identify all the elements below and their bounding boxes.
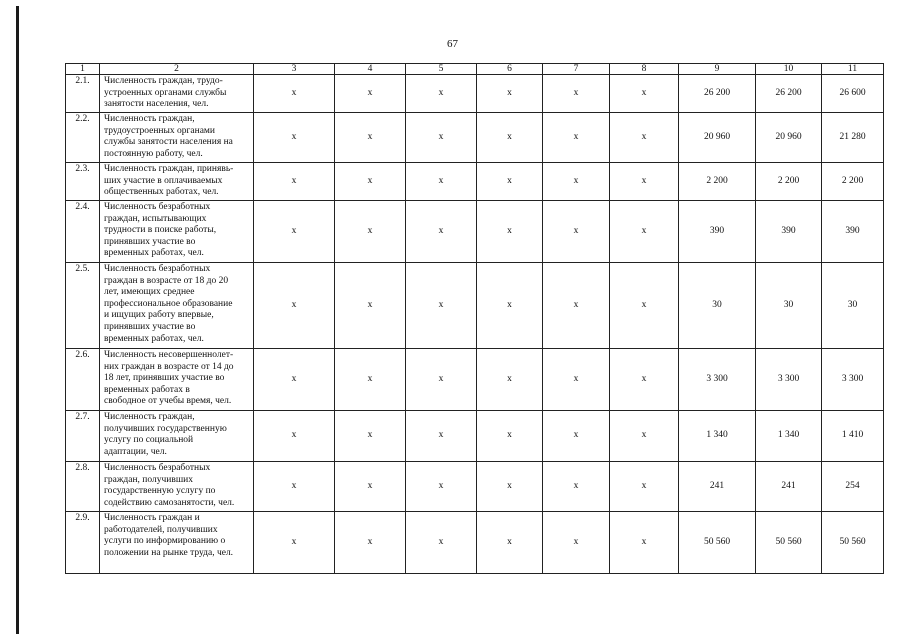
- value-cell: х: [477, 113, 543, 163]
- value-cell: х: [610, 349, 679, 411]
- row-number: 2.1.: [66, 75, 100, 113]
- description-line: 18 лет, принявших участие во: [104, 373, 225, 384]
- column-header: 9: [679, 64, 756, 75]
- description-line: работодателей, получивших: [104, 524, 218, 535]
- value-cell: х: [610, 462, 679, 512]
- value-cell: х: [543, 201, 610, 263]
- table-row: [66, 201, 884, 263]
- value-cell: 2 200: [822, 163, 884, 201]
- value-cell: 2 200: [679, 163, 756, 201]
- value-cell: х: [477, 201, 543, 263]
- row-description: [100, 75, 254, 113]
- value-cell: 50 560: [822, 512, 884, 574]
- value-cell: х: [335, 201, 406, 263]
- description-line: них граждан в возрасте от 14 до: [104, 361, 234, 372]
- description-line: Численность граждан и: [104, 513, 200, 523]
- header-row: [66, 64, 884, 75]
- description-line: лет, имеющих среднее: [104, 287, 195, 298]
- value-cell: х: [610, 201, 679, 263]
- description-line: услугу по социальной: [104, 435, 194, 446]
- value-cell: х: [543, 75, 610, 113]
- page-number: 67: [447, 38, 458, 50]
- description-line: и ищущих работу впервые,: [104, 310, 214, 321]
- value-cell: х: [406, 349, 477, 411]
- value-cell: х: [406, 411, 477, 462]
- value-cell: х: [610, 75, 679, 113]
- description-line: Численность граждан, принявь-: [104, 164, 234, 174]
- table-row: [66, 411, 884, 462]
- value-cell: х: [335, 349, 406, 411]
- value-cell: 254: [822, 462, 884, 512]
- value-cell: х: [610, 512, 679, 574]
- table-row: [66, 163, 884, 201]
- value-cell: 390: [756, 201, 822, 263]
- row-description: [100, 201, 254, 263]
- description-line: занятости населения, чел.: [104, 99, 209, 110]
- column-header: 4: [335, 64, 406, 75]
- value-cell: х: [477, 263, 543, 349]
- row-number: 2.9.: [66, 512, 100, 574]
- row-number: 2.2.: [66, 113, 100, 163]
- row-number: 2.7.: [66, 411, 100, 462]
- value-cell: х: [254, 113, 335, 163]
- description-line: постоянную работу, чел.: [104, 148, 203, 159]
- value-cell: 241: [756, 462, 822, 512]
- column-header: 5: [406, 64, 477, 75]
- value-cell: х: [477, 512, 543, 574]
- description-line: ших участие в оплачиваемых: [104, 175, 223, 186]
- value-cell: 3 300: [822, 349, 884, 411]
- value-cell: х: [254, 201, 335, 263]
- value-cell: х: [254, 349, 335, 411]
- description-line: адаптации, чел.: [104, 446, 167, 457]
- value-cell: 390: [679, 201, 756, 263]
- value-cell: х: [254, 263, 335, 349]
- description-line: государственную услугу по: [104, 486, 216, 497]
- value-cell: х: [543, 512, 610, 574]
- value-cell: 1 410: [822, 411, 884, 462]
- value-cell: х: [406, 462, 477, 512]
- value-cell: х: [254, 75, 335, 113]
- table-row: [66, 263, 884, 349]
- value-cell: х: [610, 411, 679, 462]
- description-line: трудоустроенных органами: [104, 125, 216, 136]
- description-line: положении на рынке труда, чел.: [104, 547, 234, 558]
- value-cell: х: [406, 75, 477, 113]
- value-cell: х: [477, 75, 543, 113]
- column-header: 1: [66, 64, 100, 75]
- value-cell: х: [335, 512, 406, 574]
- column-header: 10: [756, 64, 822, 75]
- value-cell: х: [543, 349, 610, 411]
- row-number: 2.5.: [66, 263, 100, 349]
- value-cell: 21 280: [822, 113, 884, 163]
- row-description: [100, 163, 254, 201]
- description-line: Численность несовершеннолет-: [104, 350, 234, 360]
- description-line: свободное от учебы время, чел.: [104, 396, 232, 407]
- description-line: граждан, получивших: [104, 474, 194, 485]
- value-cell: 1 340: [679, 411, 756, 462]
- value-cell: 1 340: [756, 411, 822, 462]
- value-cell: х: [406, 263, 477, 349]
- value-cell: х: [335, 113, 406, 163]
- value-cell: х: [335, 163, 406, 201]
- page-edge-bar: [16, 6, 19, 634]
- value-cell: 30: [756, 263, 822, 349]
- value-cell: 3 300: [756, 349, 822, 411]
- description-line: Численность безработных: [104, 463, 211, 473]
- value-cell: х: [477, 462, 543, 512]
- column-header: 2: [100, 64, 254, 75]
- description-line: Численность граждан,: [104, 114, 195, 124]
- description-line: службы занятости населения на: [104, 137, 233, 148]
- row-description: [100, 349, 254, 411]
- table-row: [66, 462, 884, 512]
- value-cell: 3 300: [679, 349, 756, 411]
- value-cell: х: [406, 201, 477, 263]
- value-cell: х: [335, 462, 406, 512]
- column-header: 6: [477, 64, 543, 75]
- row-description: [100, 113, 254, 163]
- value-cell: х: [610, 113, 679, 163]
- row-number: 2.8.: [66, 462, 100, 512]
- value-cell: 20 960: [679, 113, 756, 163]
- value-cell: х: [543, 411, 610, 462]
- table-row: [66, 75, 884, 113]
- data-table: [65, 63, 884, 574]
- description-line: Численность безработных: [104, 264, 211, 274]
- value-cell: х: [254, 411, 335, 462]
- column-header: 7: [543, 64, 610, 75]
- value-cell: х: [477, 411, 543, 462]
- description-line: временных работах, чел.: [104, 248, 204, 259]
- value-cell: х: [477, 163, 543, 201]
- row-number: 2.4.: [66, 201, 100, 263]
- value-cell: 26 200: [756, 75, 822, 113]
- value-cell: 30: [822, 263, 884, 349]
- table-row: [66, 349, 884, 411]
- description-line: содействию самозанятости, чел.: [104, 497, 235, 508]
- description-line: Численность граждан,: [104, 412, 195, 422]
- column-header: 8: [610, 64, 679, 75]
- description-line: временных работах в: [104, 384, 190, 395]
- row-description: [100, 462, 254, 512]
- table-row: [66, 512, 884, 574]
- value-cell: х: [254, 512, 335, 574]
- value-cell: х: [335, 75, 406, 113]
- description-line: граждан, испытывающих: [104, 213, 207, 224]
- value-cell: х: [254, 163, 335, 201]
- value-cell: х: [543, 263, 610, 349]
- description-line: граждан в возрасте от 18 до 20: [104, 275, 229, 286]
- value-cell: х: [543, 163, 610, 201]
- value-cell: 26 600: [822, 75, 884, 113]
- value-cell: х: [543, 113, 610, 163]
- value-cell: 30: [679, 263, 756, 349]
- row-description: [100, 411, 254, 462]
- row-description: [100, 512, 254, 574]
- value-cell: х: [543, 462, 610, 512]
- row-number: 2.3.: [66, 163, 100, 201]
- value-cell: х: [477, 349, 543, 411]
- value-cell: 2 200: [756, 163, 822, 201]
- value-cell: 20 960: [756, 113, 822, 163]
- description-line: получивших государственную: [104, 423, 227, 434]
- description-line: общественных работах, чел.: [104, 187, 219, 198]
- description-line: Численность граждан, трудо-: [104, 76, 223, 86]
- description-line: Численность безработных: [104, 202, 211, 212]
- description-line: принявших участие во: [104, 321, 196, 332]
- value-cell: 390: [822, 201, 884, 263]
- column-header: 11: [822, 64, 884, 75]
- value-cell: 50 560: [679, 512, 756, 574]
- row-number: 2.6.: [66, 349, 100, 411]
- value-cell: х: [406, 113, 477, 163]
- value-cell: х: [610, 163, 679, 201]
- value-cell: х: [406, 163, 477, 201]
- table-row: [66, 113, 884, 163]
- value-cell: х: [254, 462, 335, 512]
- description-line: временных работах, чел.: [104, 333, 204, 344]
- description-line: принявших участие во: [104, 236, 196, 247]
- value-cell: х: [335, 263, 406, 349]
- value-cell: 26 200: [679, 75, 756, 113]
- value-cell: 241: [679, 462, 756, 512]
- value-cell: 50 560: [756, 512, 822, 574]
- value-cell: х: [406, 512, 477, 574]
- description-line: профессиональное образование: [104, 298, 233, 309]
- description-line: устроенных органами службы: [104, 87, 227, 98]
- value-cell: х: [335, 411, 406, 462]
- row-description: [100, 263, 254, 349]
- description-line: трудности в поиске работы,: [104, 225, 217, 236]
- column-header: 3: [254, 64, 335, 75]
- value-cell: х: [610, 263, 679, 349]
- description-line: услуги по информированию о: [104, 536, 226, 547]
